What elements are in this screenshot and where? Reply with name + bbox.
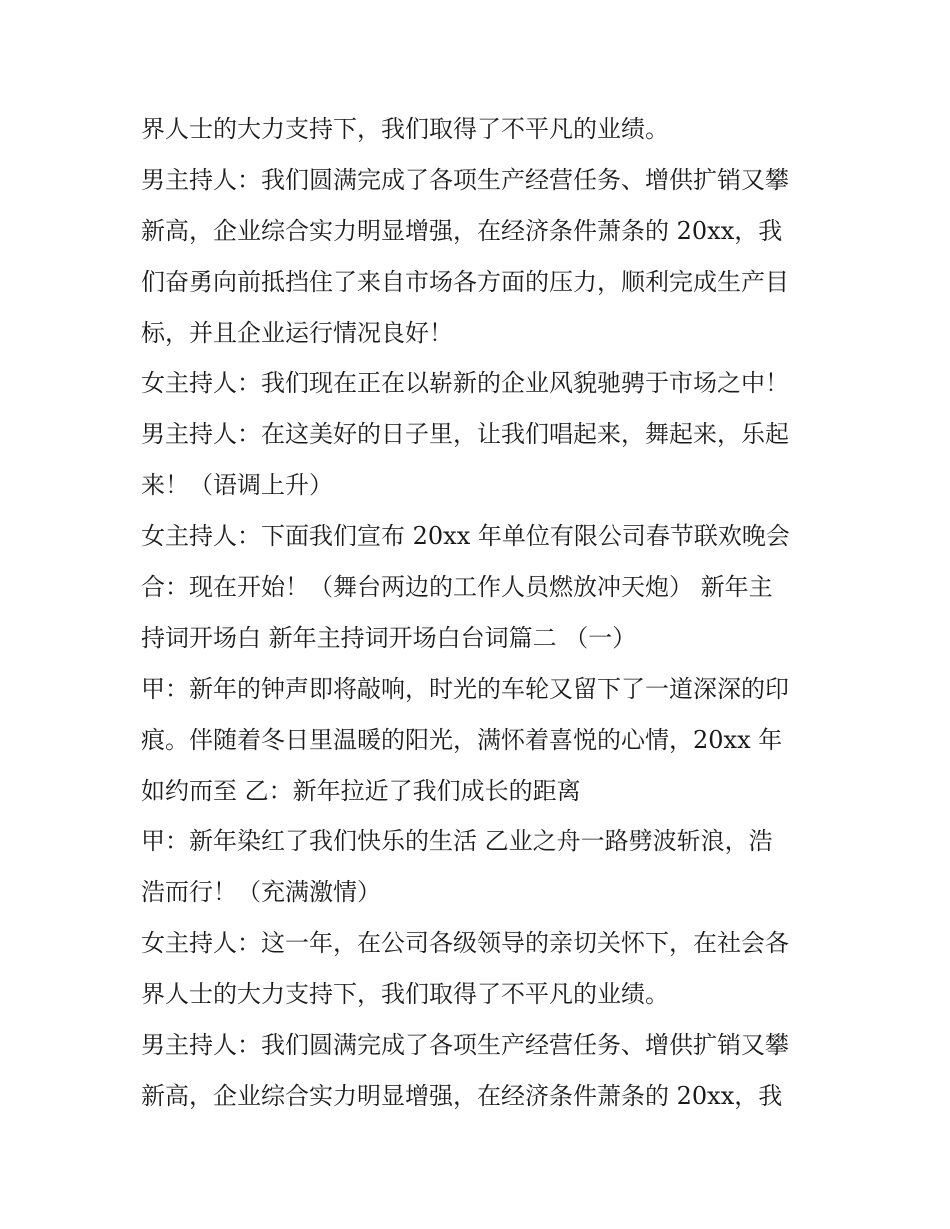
text-line: 如约而至 乙：新年拉近了我们成长的距离 xyxy=(141,776,581,805)
text-line: 男主持人：在这美好的日子里，让我们唱起来，舞起来，乐起 xyxy=(141,420,789,449)
text-line: 来！（语调上升） xyxy=(141,471,333,500)
text-line: 甲：新年染红了我们快乐的生活 乙业之舟一路劈波斩浪，浩 xyxy=(141,827,773,856)
text-line: 标，并且企业运行情况良好！ xyxy=(141,318,453,347)
text-line: 界人士的大力支持下，我们取得了不平凡的业绩。 xyxy=(141,980,669,1009)
text-line: 新高，企业综合实力明显增强，在经济条件萧条的 20xx，我 xyxy=(141,216,783,245)
text-line: 女主持人：下面我们宣布 20xx 年单位有限公司春节联欢晚会 xyxy=(141,522,790,551)
text-line: 男主持人：我们圆满完成了各项生产经营任务、增供扩销又攀 xyxy=(141,165,789,194)
text-line: 甲：新年的钟声即将敲响，时光的车轮又留下了一道深深的印 xyxy=(141,674,789,703)
text-line: 们奋勇向前抵挡住了来自市场各方面的压力，顺利完成生产目 xyxy=(141,267,789,296)
text-line: 浩而行！（充满激情） xyxy=(141,878,381,907)
text-line: 女主持人：我们现在正在以崭新的企业风貌驰骋于市场之中！ xyxy=(141,369,789,398)
text-line: 女主持人：这一年，在公司各级领导的亲切关怀下，在社会各 xyxy=(141,929,789,958)
text-line: 痕。伴随着冬日里温暖的阳光，满怀着喜悦的心情，20xx 年 xyxy=(141,725,783,754)
text-line: 持词开场白 新年主持词开场白台词篇二 （一） xyxy=(141,623,637,652)
text-line: 男主持人：我们圆满完成了各项生产经营任务、增供扩销又攀 xyxy=(141,1031,789,1060)
text-line: 合：现在开始！（舞台两边的工作人员燃放冲天炮） 新年主 xyxy=(141,573,773,602)
text-line: 界人士的大力支持下，我们取得了不平凡的业绩。 xyxy=(141,115,669,143)
text-line: 新高，企业综合实力明显增强，在经济条件萧条的 20xx，我 xyxy=(141,1081,783,1110)
document-body xyxy=(141,104,821,1122)
